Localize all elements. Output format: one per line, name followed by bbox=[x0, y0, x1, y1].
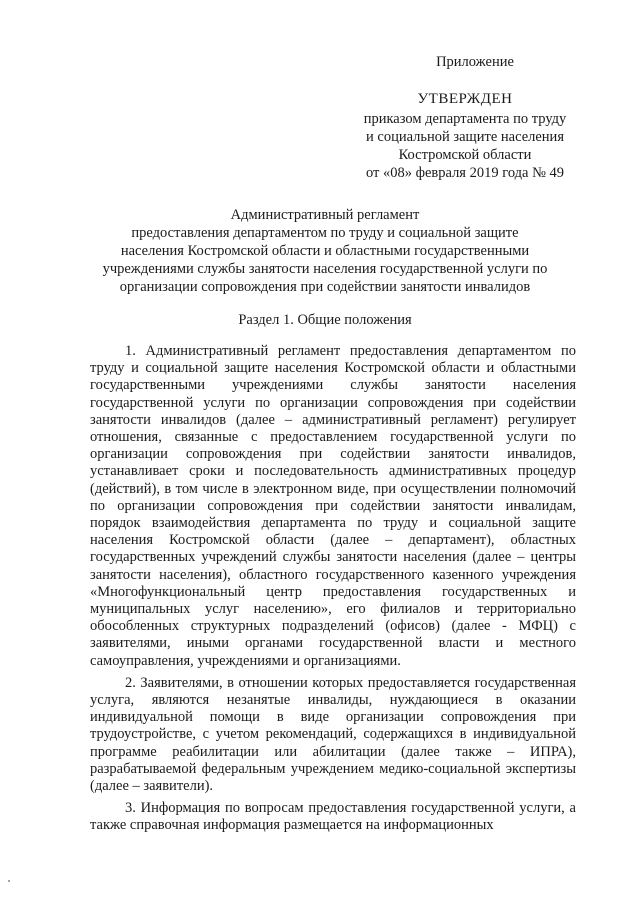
document-title bbox=[95, 206, 555, 296]
approval-block bbox=[330, 90, 600, 182]
approved-stamp-text: УТВЕРЖДЕН bbox=[417, 91, 513, 107]
approval-line: Костромской области bbox=[398, 147, 532, 163]
appendix-label: Приложение bbox=[436, 54, 514, 70]
title-subtitle-line: организации сопровождения при содействии занятости инвалидов bbox=[119, 279, 531, 295]
title-subtitle-line: предоставления департаментом по труду и социальной защите bbox=[131, 225, 519, 241]
scan-speck bbox=[8, 880, 10, 882]
paragraph-2: 2. Заявителями, в отношении которых предоставляется государственная услуга, являются незанятые инвалиды, нуждающиеся в оказании индивидуальной помощи в виде организации сопровождения при трудоустройстве, с учетом рекомендаций, содержащихся в индивидуальной программе реабилитации или абилитации (далее также – ИПРА), разрабатываемой федеральным учреждением медико-социальной экспертизы (далее – заявители). bbox=[90, 674, 576, 795]
document-body bbox=[90, 343, 576, 840]
approval-line: от «08» февраля 2019 года № 49 bbox=[365, 165, 565, 181]
approval-line: и социальной защите населения bbox=[366, 129, 564, 145]
approval-line: приказом департамента по труду bbox=[363, 111, 567, 127]
section-heading: Раздел 1. Общие положения bbox=[238, 312, 412, 328]
paragraph-1: 1. Административный регламент предоставления департаментом по труду и социальной защите населения Костромской области и областными государственными учреждениями службы занятости населения государственной услуги по организации сопровождения при содействии занятости инвалидов (далее – административный регламент) регулирует отношения, связанные с предоставлением государственной услуги по организации сопровождения при содействии занятости инвалидов, устанавливает сроки и последовательность административных процедур (действий), в том числе в электронном виде, при осуществлении полномочий по организации сопровождения при содействии занятости инвалидам, порядок взаимодействия департамента по труду и социальной защите населения Костромской области (далее – департамент), областных государственных учреждений службы занятости населения (далее – центры занятости населения), областного государственного казенного учреждения «Многофункциональный центр предоставления государственных и муниципальных услуг населению», его филиалов и территориально обособленных структурных подразделений (офисов) (далее - МФЦ) с заявителями, иными органами государственной власти и местного самоуправления, учреждениями и организациями. bbox=[90, 343, 576, 669]
title-subtitle-line: учреждениями службы занятости населения государственной услуги по bbox=[102, 261, 548, 277]
title-heading: Административный регламент bbox=[230, 207, 420, 223]
title-subtitle-line: населения Костромской области и областными государственными bbox=[120, 243, 530, 259]
paragraph-3: 3. Информация по вопросам предоставления государственной услуги, а также справочная информация размещается на информационных bbox=[90, 800, 576, 834]
